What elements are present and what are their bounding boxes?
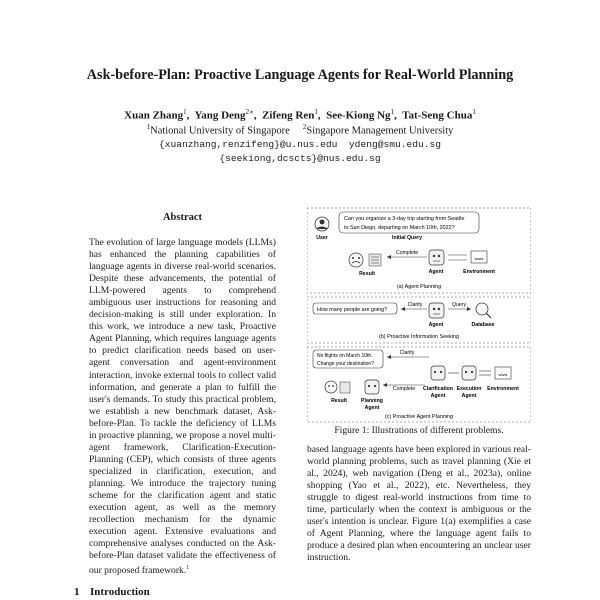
svg-text:Clarification: Clarification xyxy=(423,386,453,392)
execution-agent-icon xyxy=(462,366,476,380)
figure-1 xyxy=(307,205,531,438)
abstract-text: The evolution of large language models (LLMs) has enhanced the planning capabilities of language agents in diverse real-world scenarios. Despite these advancements, the potential of LLM-powered agents to comprehend ambiguous user instructions for reasoning and decision-making is still under exploration. In this work, we introduce a new task, Proactive Agent Planning, which requires language agents to predict clarification needs based on user-agent conversation and agent-environment interaction, invoke external tools to collect valid information, and generate a plan to fulfill the user's demands. To study this practical problem, we establish a new benchmark dataset, Ask-before-Plan. To tackle the deficiency of LLMs in proactive planning, we propose a novel multi-agent framework, Clarification-Execution-Planning (CEP), which consists of three agents specialized in clarification, execution, and planning. We introduce the trajectory tuning scheme for the clarification agent and static execution agent, as well as the memory recollection mechanism for the dynamic execution agent. Extensive evaluations and comprehensive analyses conducted on the Ask-before-Plan dataset validate the effectiveness of our proposed framework.$^1$ xyxy=(89,237,276,577)
body-text: based language agents have been explored in various real-world planning problems, such as travel planning (Xie et al., 2024), web navigation (Deng et al., 2023a), online shopping (Yao et al., 2022), etc. Nevertheless, they struggle to digest real-world instructions from time to time, particularly when the context is ambiguous or the user's intention is unclear. Figure 1(a) exemplifies a case of Agent Planning, where the language agent fails to produce a desired plan when encountering an unclear user instruction. xyxy=(307,444,531,564)
result-icon xyxy=(325,381,337,393)
figure-caption: Figure 1: Illustrations of different problems. xyxy=(334,425,504,436)
svg-text:(a) Agent Planning: (a) Agent Planning xyxy=(396,284,442,290)
svg-text:Agent: Agent xyxy=(430,393,446,399)
abstract-heading: Abstract xyxy=(162,212,203,223)
svg-text:Complete: Complete xyxy=(395,250,419,256)
panel-a xyxy=(307,208,531,293)
svg-text:Execution: Execution xyxy=(456,386,482,392)
email-line-2: {seekiong,dcscts}@nus.edu.sg xyxy=(219,153,381,164)
section-heading: 1 Introduction xyxy=(74,586,150,598)
svg-text:Query: Query xyxy=(451,302,467,308)
planning-agent-icon xyxy=(365,380,379,394)
svg-text:(b) Proactive Information Seek: (b) Proactive Information Seeking xyxy=(379,334,459,340)
result-icon xyxy=(349,253,363,267)
svg-text:www: www xyxy=(498,372,508,377)
author-list: Xuan Zhang$^1$, Yang Deng$^{2∗}$, Zifeng Ren$^1$, See-Kiong Ng$^1$, Tat-Seng Chua$^1$ xyxy=(124,108,476,122)
svg-text:Agent: Agent xyxy=(364,405,380,411)
affiliation-2: Singapore Management University xyxy=(306,125,454,137)
svg-text:Agent: Agent xyxy=(428,322,444,328)
robot-agent-icon xyxy=(429,250,444,265)
svg-text:Clarify: Clarify xyxy=(407,302,423,308)
svg-text:Planning: Planning xyxy=(361,398,383,404)
svg-text:How many people are going?: How many people are going? xyxy=(317,307,388,313)
svg-text:Agent: Agent xyxy=(428,269,444,275)
svg-text:Database: Database xyxy=(471,322,495,328)
svg-text:www: www xyxy=(474,256,484,261)
svg-text:Can you organize a 3-day trip: Can you organize a 3-day trip starting from Seattle xyxy=(344,216,465,222)
plan-document-icon xyxy=(340,382,350,393)
robot-agent-icon xyxy=(429,303,444,318)
svg-text:Agent: Agent xyxy=(461,393,477,399)
svg-text:(c) Proactive Agent Planning: (c) Proactive Agent Planning xyxy=(384,414,454,420)
svg-text:Result: Result xyxy=(359,271,375,277)
svg-text:Environment: Environment xyxy=(463,269,495,275)
panel-c xyxy=(307,347,531,422)
svg-text:Environment: Environment xyxy=(487,386,519,392)
author-name: See-Kiong Ng xyxy=(326,109,391,122)
svg-text:User: User xyxy=(316,235,328,241)
svg-text:Change your destination?: Change your destination? xyxy=(317,361,374,367)
svg-text:No flights on March 10th.: No flights on March 10th. xyxy=(317,353,373,359)
author-name: Xuan Zhang xyxy=(124,109,184,122)
svg-text:Complete: Complete xyxy=(392,386,416,392)
panel-b xyxy=(307,297,531,343)
svg-text:to San Diego, departing on Mar: to San Diego, departing on March 10th, 2022? xyxy=(344,225,455,231)
author-name: Zifeng Ren xyxy=(262,109,315,122)
paper-title: Ask-before-Plan: Proactive Language Agents for Real-World Planning xyxy=(86,67,514,83)
svg-text:Clarify: Clarify xyxy=(399,350,415,356)
author-name: Yang Deng xyxy=(194,109,246,122)
author-name: Tat-Seng Chua xyxy=(402,109,473,122)
affiliations: $^1$National University of Singapore $^2$Singapore Management University xyxy=(146,123,454,137)
svg-text:Result: Result xyxy=(331,398,347,404)
email-line-1: {xuanzhang,renzifeng}@u.nus.edu ydeng@smu.edu.sg xyxy=(158,139,442,150)
affiliation-1: National University of Singapore xyxy=(150,125,290,137)
svg-text:Initial Query: Initial Query xyxy=(392,235,422,241)
clarification-agent-icon xyxy=(431,366,445,380)
